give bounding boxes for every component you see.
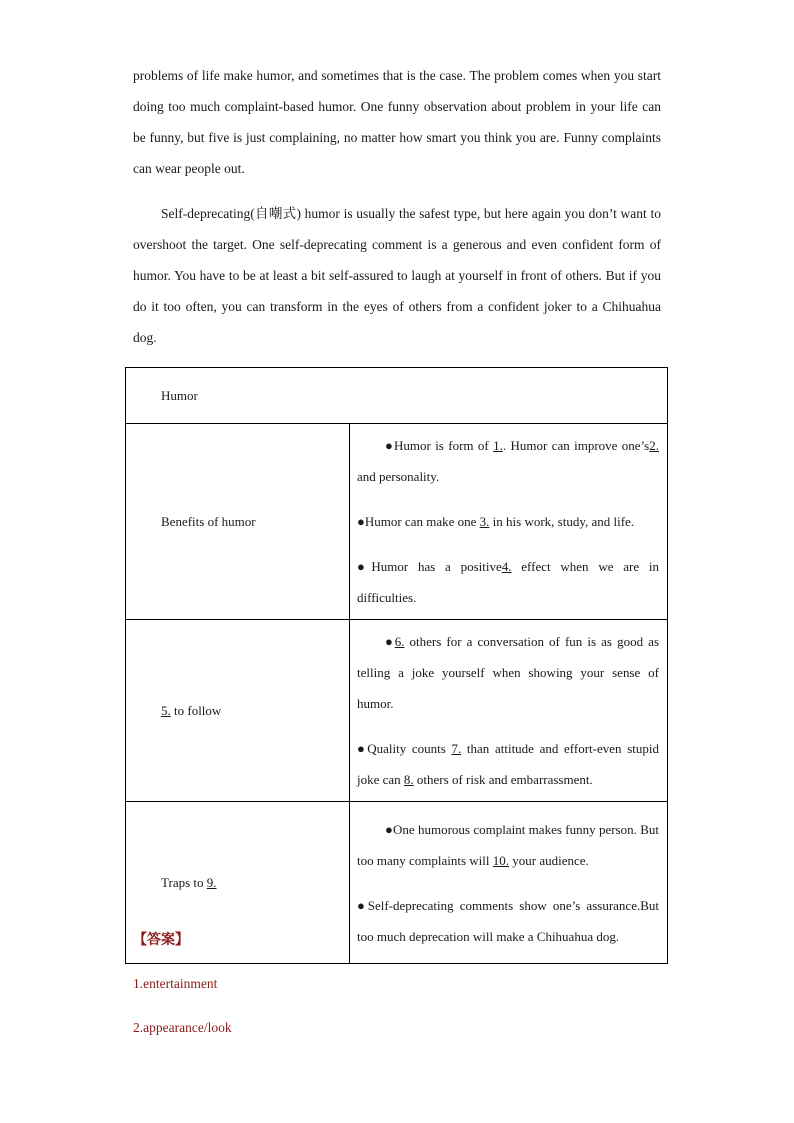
answer-item-1: 1.entertainment bbox=[133, 976, 218, 991]
summary-table bbox=[125, 367, 668, 964]
blank-8: 8. bbox=[403, 772, 414, 787]
content-line: ●6. others for a conversation of fun is as good as telling a joke yourself when showing your sense of humor. bbox=[357, 634, 659, 711]
row-label-rules: 5. to follow bbox=[126, 620, 350, 802]
blank-1: 1. bbox=[493, 438, 503, 453]
content-line: ●Humor can make one 3. in his work, study, and life. bbox=[357, 514, 635, 529]
row-label-benefits: Benefits of humor bbox=[126, 424, 350, 620]
content-line: ●One humorous complaint makes funny person. But too many complaints will 10. your audience. bbox=[357, 821, 659, 868]
blank-4: 4. bbox=[501, 559, 512, 574]
blank-10: 10. bbox=[492, 852, 510, 868]
blank-2: 2. bbox=[649, 438, 659, 453]
content-line: ●Self-deprecating comments show one’s assurance.But too much deprecation will make a Chihuahua dog. bbox=[357, 897, 659, 944]
table-row bbox=[126, 802, 668, 964]
blank-9: 9. bbox=[206, 874, 217, 890]
row-content-traps bbox=[350, 802, 668, 964]
table-title: Humor bbox=[126, 368, 668, 424]
answer-item-2: 2.appearance/look bbox=[133, 1020, 232, 1035]
row-content-rules bbox=[350, 620, 668, 802]
table-title-row bbox=[126, 368, 668, 424]
content-line: ●Humor is form of 1.. Humor can improve one’s2. and personality. bbox=[357, 438, 659, 484]
passage-paragraph-2: Self-deprecating(自嘲式) humor is usually the safest type, but here again you don’t want to overshoot the target. One self-deprecating comment is a generous and even confident form of humor. You have to be at least a bit self-assured to laugh at yourself in front of others. But if you do it too often, you can transform in the eyes of others from a confident joker to a Chihuahua dog. bbox=[133, 206, 661, 345]
blank-6: 6. bbox=[394, 634, 405, 649]
row-content-benefits bbox=[350, 424, 668, 620]
blank-7: 7. bbox=[451, 741, 462, 756]
blank-3: 3. bbox=[479, 514, 490, 529]
blank-5: 5. bbox=[161, 702, 171, 718]
content-line: ●Quality counts 7. than attitude and effort-even stupid joke can 8. others of risk and embarrassment. bbox=[357, 741, 659, 787]
answer-heading: 【答案】 bbox=[133, 932, 189, 948]
row-label-traps: Traps to 9. bbox=[126, 802, 350, 964]
table-row bbox=[126, 620, 668, 802]
table-row bbox=[126, 424, 668, 620]
passage-paragraph-1: problems of life make humor, and sometimes that is the case. The problem comes when you start doing too much complaint-based humor. One funny observation about problem in your life can be funny, but five is just complaining, no matter how smart you think you are. Funny complaints can wear people out. bbox=[133, 68, 661, 176]
content-line: ●Humor has a positive4. effect when we are in difficulties. bbox=[357, 559, 659, 605]
